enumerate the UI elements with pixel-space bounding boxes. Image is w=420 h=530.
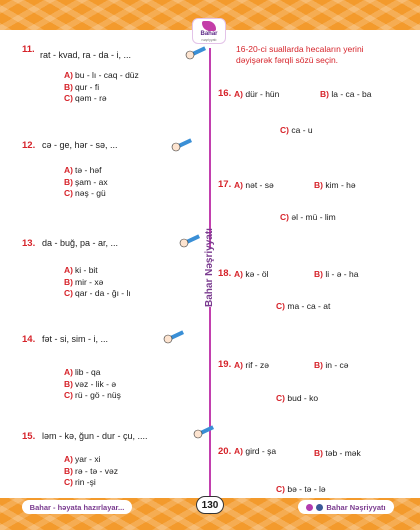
pencil-hand-icon [160,330,188,344]
question-14 [22,334,210,402]
option-b[interactable]: B) təb - mək [314,448,361,458]
question-number: 14. [22,334,36,345]
question-text: da - buğ, pa - ar, ... [42,238,119,248]
question-19 [218,359,408,409]
option-a[interactable]: A) kə - öl [234,269,269,279]
question-text: rat - kvad, ra - da - i, ... [40,50,132,60]
pencil-hand-icon [182,46,210,60]
option-c[interactable]: C) ma - ca - at [276,301,331,311]
question-18 [218,268,408,318]
footer-slogan: Bahar - həyata hazırlayar... [22,500,132,514]
question-16 [218,88,408,138]
question-number: 15. [22,431,36,442]
question-13 [22,238,210,300]
vertical-brand-label: Bahar Nəşriyyatı [202,249,218,307]
option-b[interactable]: B) qur - fi [64,81,100,92]
question-number: 17. [218,179,232,190]
question-number: 12. [22,140,36,151]
question-number: 19. [218,359,232,370]
option-a[interactable]: A) ki - bit [64,265,98,275]
pencil-hand-icon [176,234,204,248]
question-number: 18. [218,268,232,279]
question-number: 16. [218,88,232,99]
question-number: 11. [22,44,35,55]
logo-text: Bahar [200,30,218,37]
option-c[interactable]: C) bud - ko [276,393,319,403]
option-b[interactable]: B) vəz - lik - ə [64,378,117,389]
logo-subtext: nəşriyyatı [201,37,217,42]
option-c[interactable]: C) ca - u [280,125,313,135]
option-b[interactable]: B) rə - tə - vəz [64,465,118,476]
question-text: cə - ge, hər - sə, ... [42,140,118,150]
question-number: 13. [22,238,36,249]
option-b[interactable]: B) kim - hə [314,180,356,190]
option-a[interactable]: A) bu - lı - caq - düz [64,70,139,80]
question-17 [218,179,408,229]
publisher-logo [192,18,226,44]
instagram-icon [306,504,313,511]
question-12 [22,140,210,200]
option-c[interactable]: C) bə - tə - lə [276,484,326,494]
option-a[interactable]: A) tə - həf [64,165,102,175]
option-a[interactable]: A) gird - şa [234,446,277,456]
publisher-name: Bahar Nəşriyyatı [326,502,386,512]
option-c[interactable]: C) rin -şi [64,477,96,487]
question-20 [218,446,408,496]
option-b[interactable]: B) in - cə [314,360,349,370]
question-text: fət - si, sim - i, ... [42,334,109,344]
option-c[interactable]: C) rü - gö - nüş [64,390,121,400]
option-c[interactable]: C) nəş - gü [64,188,106,198]
option-a[interactable]: A) rif - zə [234,360,269,370]
footer-publisher [298,500,394,514]
book-logo-icon [202,21,216,31]
option-b[interactable]: B) li - ə - ha [314,269,359,279]
facebook-icon [316,504,323,511]
option-b[interactable]: B) mir - xə [64,276,104,287]
question-text: ləm - kə, ğun - dur - çu, .... [42,431,148,441]
page-number: 130 [196,496,224,514]
option-c[interactable]: C) qəm - rə [64,93,107,103]
option-a[interactable]: A) yar - xi [64,454,101,464]
option-c[interactable]: C) əl - mü - lim [280,212,336,222]
pencil-hand-icon [190,425,218,439]
question-11 [22,44,210,105]
option-b[interactable]: B) la - ca - ba [320,89,372,99]
option-a[interactable]: A) lib - qa [64,367,101,377]
option-c[interactable]: C) qar - da - ğı - lı [64,288,131,298]
question-number: 20. [218,446,232,457]
option-b[interactable]: B) şam - ax [64,176,108,187]
instruction-text: 16-20-ci suallarda hecaların yerini dəyişərək fərqli sözü seçin. [236,44,364,65]
option-a[interactable]: A) dür - hün [234,89,280,99]
pencil-hand-icon [168,138,196,152]
question-15 [22,431,210,489]
option-a[interactable]: A) nət - sə [234,180,274,190]
